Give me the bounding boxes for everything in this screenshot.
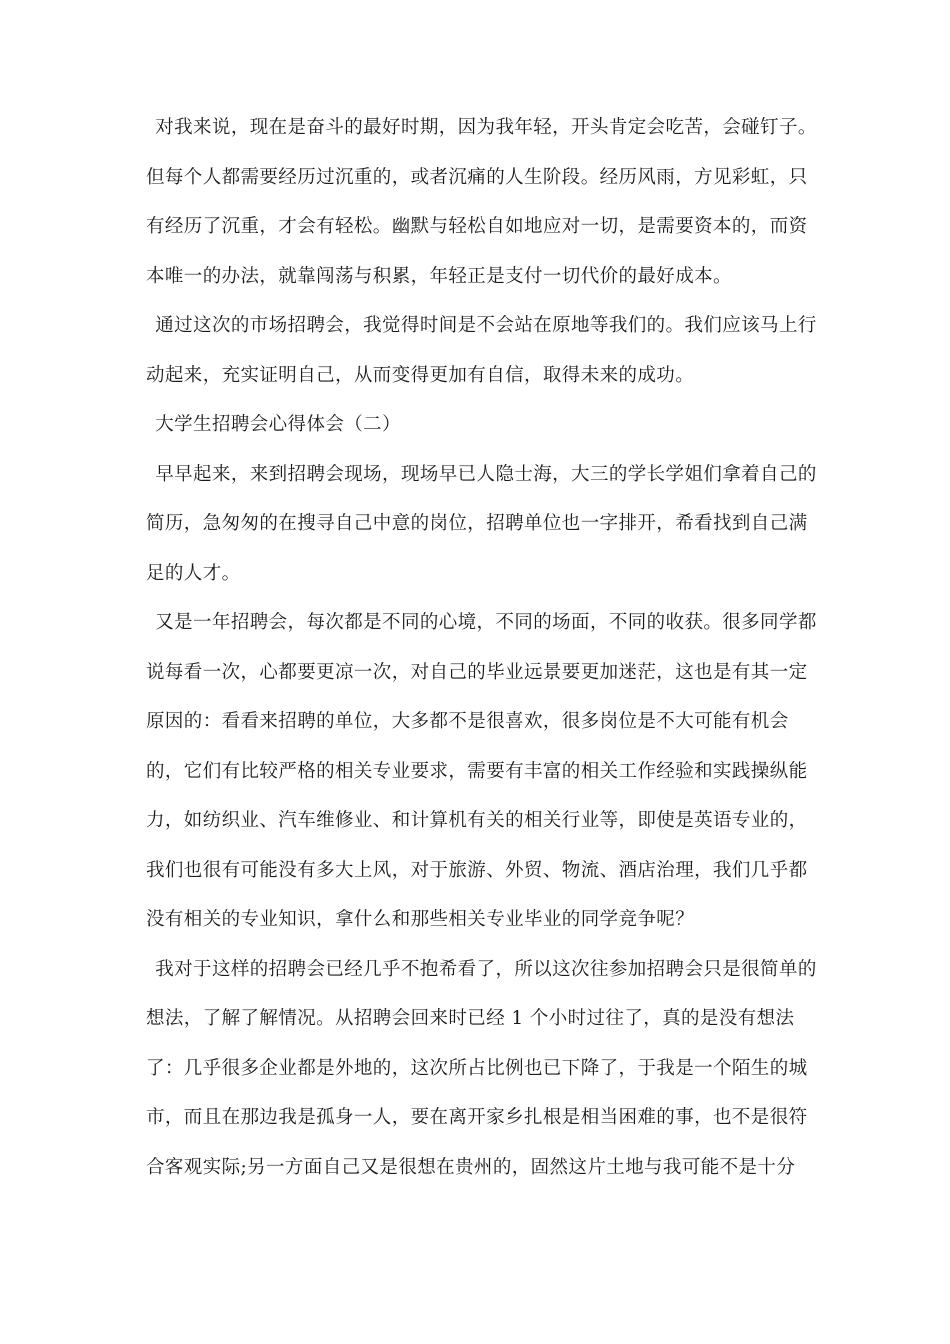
paragraph-youth-struggle: 对我来说，现在是奋斗的最好时期，因为我年轻，开头肯定会吃苦，会碰钉子。但每个人都需要经历过沉重的，或者沉痛的人生阶段。经历风雨，方见彩虹，只有经历了沉重，才会有轻松。幽默与轻松自如地应对一切，是需要资本的，而资本唯一的办法，就靠闯荡与积累，年轻正是支付一切代价的最好成本。 (146, 117, 817, 287)
document-body (146, 103, 818, 1192)
paragraph-expectations: 我对于这样的招聘会已经几乎不抱希看了，所以这次往参加招聘会只是很简单的想法，了解了解情况。从招聘会回来时已经 1 个小时过往了，真的是没有想法了：几乎很多企业都是外地的，这次所占比例也已下降了，于我是一个陌生的城市，而且在那边我是孤身一人，要在离开家乡扎根是相当困难的事，也不是很符合客观实际;另一方面自己又是很想在贵州的，固然这片土地与我可能不是十分 (146, 958, 817, 1178)
paragraph-another-year: 又是一年招聘会，每次都是不同的心境，不同的场面，不同的收获。很多同学都说每看一次，心都要更凉一次，对自己的毕业远景要更加迷茫，这也是有其一定原因的：看看来招聘的单位，大多都不是很喜欢，很多岗位是不大可能有机会的，它们有比较严格的相关专业要求，需要有丰富的相关工作经验和实践操纵能力，如纺织业、汽车维修业、和计算机有关的相关行业等，即使是英语专业的，我们也很有可能没有多大上风，对于旅游、外贸、物流、酒店治理，我们几乎都没有相关的专业知识，拿什么和那些相关专业毕业的同学竞争呢？ (146, 612, 817, 930)
section-heading: 大学生招聘会心得体会（二） (155, 414, 401, 435)
paragraph-arrival: 早早起来，来到招聘会现场，现场早已人隐士海，大三的学长学姐们拿着自己的简历，急匆匆的在搜寻自己中意的岗位，招聘单位也一字排开，希看找到自己满足的人才。 (146, 463, 817, 584)
paragraph-job-fair-reflection: 通过这次的市场招聘会，我觉得时间是不会站在原地等我们的。我们应该马上行动起来，充实证明自己，从而变得更加有自信，取得未来的成功。 (146, 315, 817, 386)
